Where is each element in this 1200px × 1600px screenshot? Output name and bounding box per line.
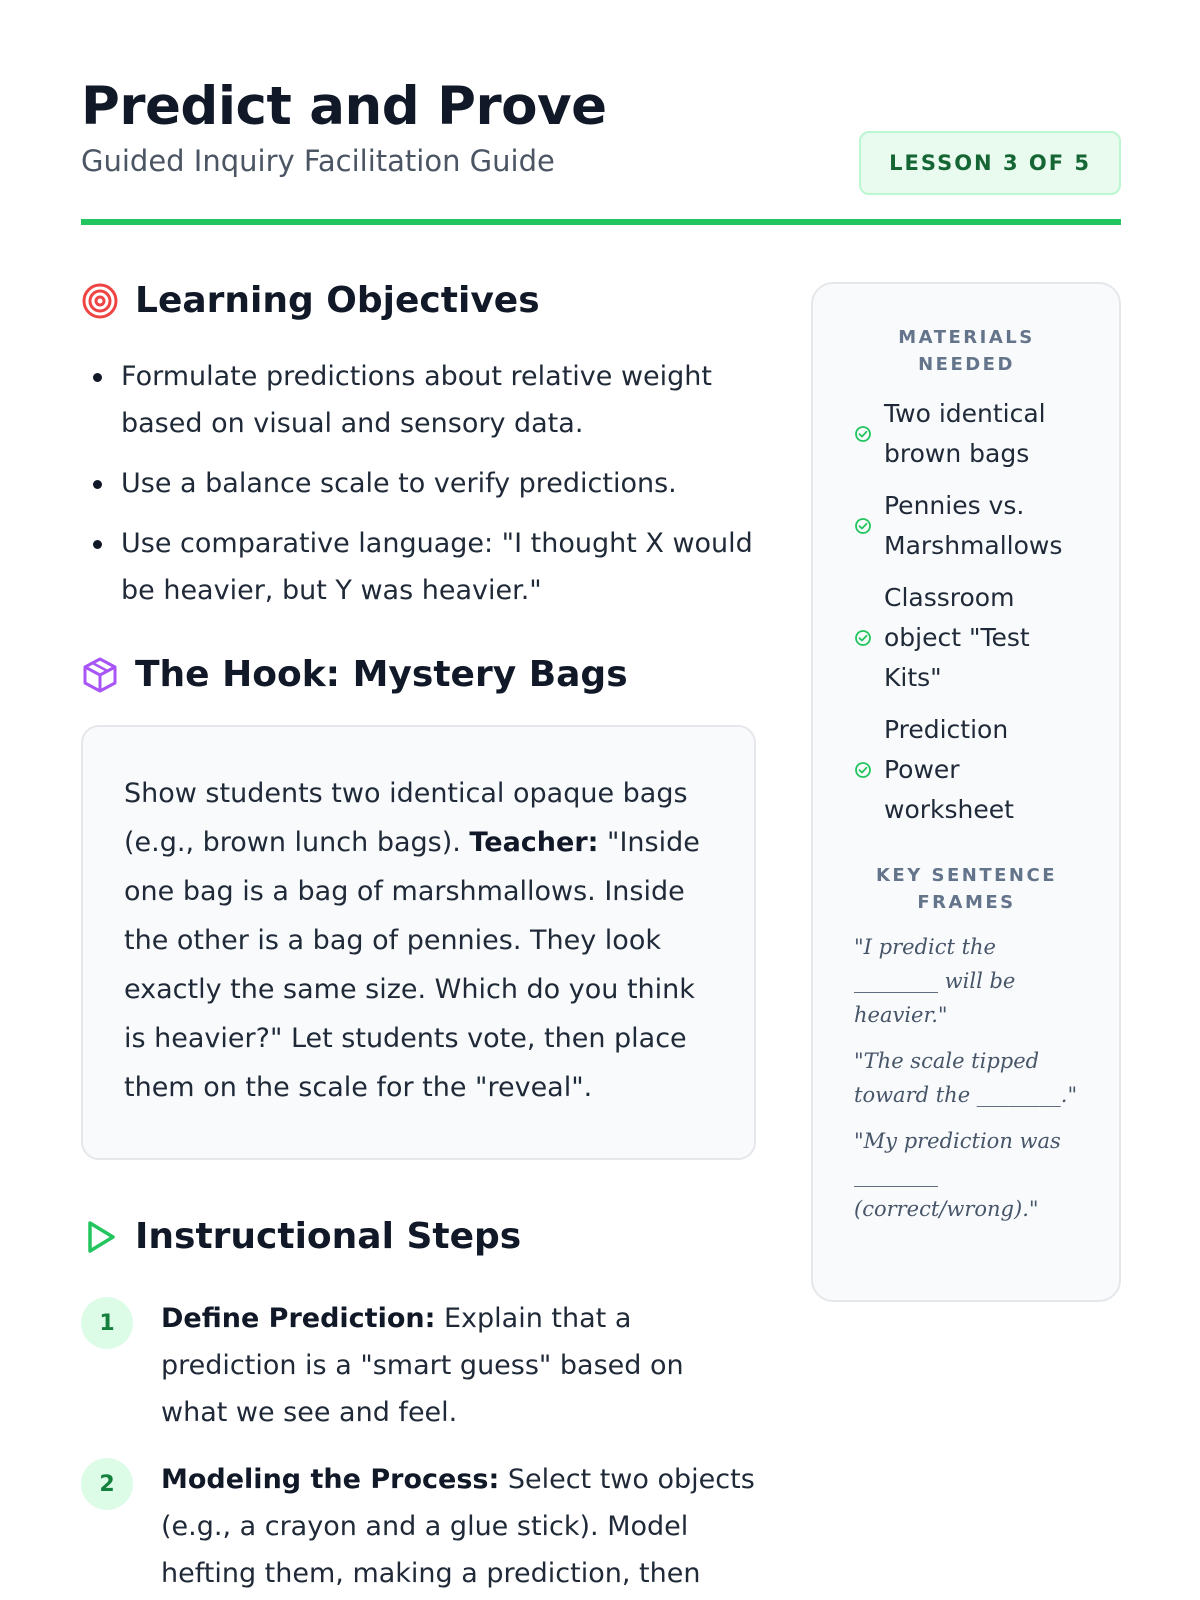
materials-list (854, 394, 1079, 830)
sentence-frame: "The scale tipped toward the ________." (854, 1049, 1078, 1107)
step-text (161, 1456, 756, 1597)
page-subtitle: Guided Inquiry Facilitation Guide (81, 144, 555, 179)
material-text: Classroom object "Test Kits" (884, 583, 1030, 692)
step-number: 2 (81, 1458, 133, 1510)
list-item: Formulate predictions about relative weight based on visual and sensory data. (121, 353, 756, 447)
main-content (81, 280, 756, 1600)
objectives-title: Learning Objectives (135, 280, 540, 321)
step-label: Define Prediction: (161, 1303, 436, 1334)
play-icon (81, 1218, 119, 1256)
check-circle-icon (854, 761, 872, 779)
frames-title: KEY SENTENCE FRAMES (875, 865, 1057, 913)
material-text: Two identical brown bags (884, 399, 1046, 468)
sentence-frame: "I predict the ________ will be heavier." (854, 935, 1016, 1027)
sentence-frame: "My prediction was ________ (correct/wrong)." (854, 1129, 1061, 1221)
list-item: Use a balance scale to verify predictions. (121, 460, 756, 507)
step-item (81, 1297, 756, 1436)
list-item: Use comparative language: "I thought X would be heavier, but Y was heavier." (121, 520, 756, 614)
page-header (81, 78, 1121, 178)
step-number: 1 (81, 1297, 133, 1349)
hook-heading (81, 654, 756, 695)
step-description: Explain that a prediction is a "smart guess" based on what we see and feel. (161, 1303, 684, 1428)
hook-teacher-label: Teacher: (469, 827, 599, 858)
check-circle-icon (854, 517, 872, 535)
steps-title: Instructional Steps (135, 1216, 522, 1257)
hook-title: The Hook: Mystery Bags (135, 654, 628, 695)
step-text (161, 1295, 756, 1436)
hook-text-body: "Inside one bag is a bag of marshmallows. Inside the other is a bag of pennies. They look exactly the same size. Which do you think is heavier?" Let students vote, then place them on the scale for the "reveal". (124, 827, 700, 1103)
lesson-badge: LESSON 3 OF 5 (859, 131, 1121, 195)
materials-title: MATERIALS NEEDED (898, 327, 1035, 375)
list-item (854, 578, 1079, 698)
list-item (854, 710, 1079, 830)
page-title: Predict and Prove (81, 76, 607, 137)
sidebar-panel (811, 282, 1121, 1302)
steps-list (81, 1297, 756, 1597)
steps-heading (81, 1216, 756, 1257)
list-item (854, 394, 1079, 474)
cube-icon (81, 656, 119, 694)
hook-text-intro: Show students two identical opaque bags (e.g., brown lunch bags). (124, 778, 688, 858)
sentence-frames-list (854, 930, 1079, 1226)
objectives-list (81, 353, 756, 614)
check-circle-icon (854, 629, 872, 647)
step-label: Modeling the Process: (161, 1464, 500, 1495)
check-circle-icon (854, 425, 872, 443)
material-text: Prediction Power worksheet (884, 715, 1014, 824)
step-description: Select two objects (e.g., a crayon and a glue stick). Model hefting them, making a prediction, then (161, 1464, 755, 1589)
target-icon (81, 282, 119, 320)
step-item (81, 1458, 756, 1597)
list-item (854, 486, 1079, 566)
objectives-heading (81, 280, 756, 321)
material-text: Pennies vs. Marshmallows (884, 491, 1063, 560)
hook-callout (81, 725, 756, 1160)
header-divider (81, 219, 1121, 225)
